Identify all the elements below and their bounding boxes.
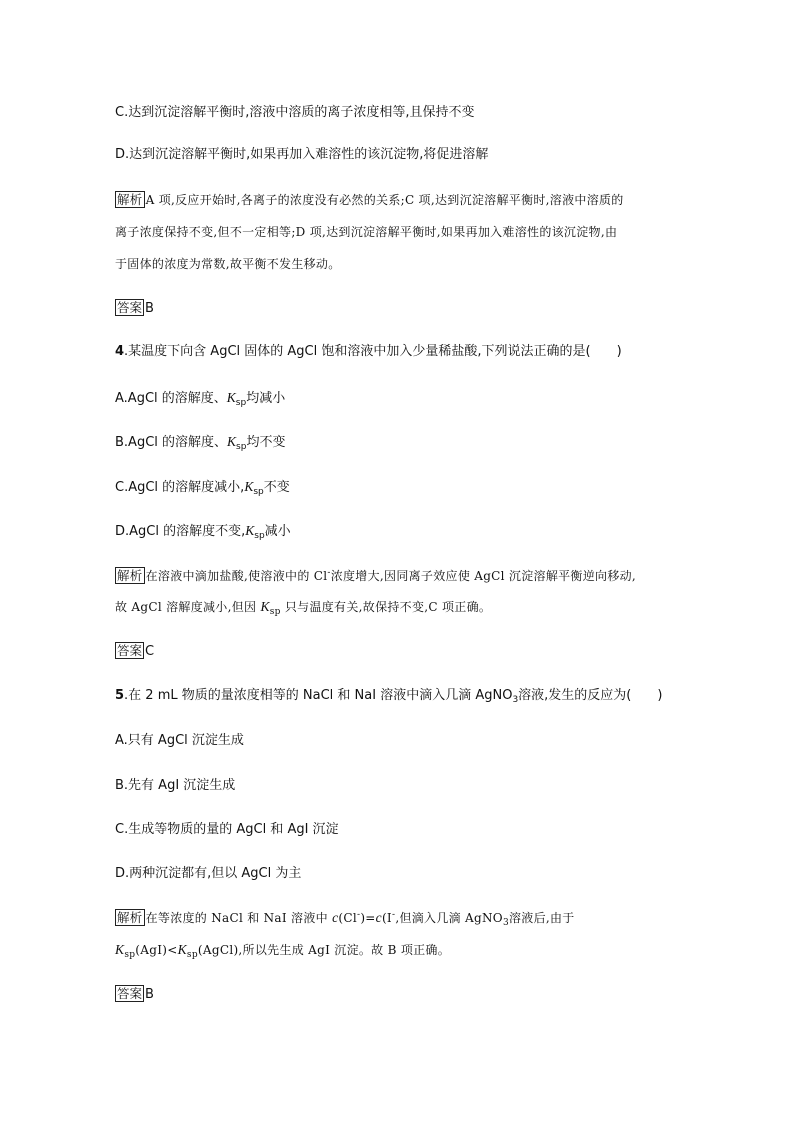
ksp-subscript: sp: [235, 398, 247, 408]
analysis-text: 浓度增大,因同离子效应使 AgCl 沉淀溶解平衡逆向移动,: [330, 569, 637, 583]
answer-value: B: [145, 301, 154, 316]
option-c: C.达到沉淀溶解平衡时,溶液中溶质的离子浓度相等,且保持不变: [115, 105, 475, 120]
analysis-tag: 解析: [117, 192, 143, 207]
question-number: 5: [115, 688, 125, 703]
subscript: 3: [502, 918, 509, 928]
option-text: 均不变: [246, 435, 286, 450]
analysis-text: 溶液后,由于: [508, 911, 575, 925]
analysis-text: 在等浓度的 NaCl 和 NaI 溶液中: [145, 911, 333, 925]
analysis-text: 故 AgCl 溶解度减小,但因: [115, 600, 261, 614]
analysis-text: (I: [381, 911, 392, 925]
question-number: 4: [115, 344, 125, 359]
concentration-symbol: c: [332, 910, 339, 925]
analysis-text: )=: [360, 911, 376, 925]
analysis-text: (AgCl),所以先生成 AgI 沉淀。故 B 项正确。: [197, 943, 451, 957]
analysis-block: [115, 191, 624, 209]
analysis-text: 离子浓度保持不变,但不一定相等;D 项,达到沉淀溶解平衡时,如果再加入难溶性的该沉淀物,由: [115, 225, 618, 239]
analysis-text: A 项,反应开始时,各离子的浓度没有必然的关系;C 项,达到沉淀溶解平衡时,溶液中溶质的: [145, 193, 624, 207]
analysis-text: 只与温度有关,故保持不变,C 项正确。: [280, 600, 492, 614]
analysis-text: (AgI)<: [135, 943, 178, 957]
ksp-symbol: K: [260, 599, 270, 614]
superscript: -: [356, 910, 361, 920]
option-text: C.AgCl 的溶解度减小,: [115, 480, 245, 495]
ksp-symbol: K: [177, 942, 187, 957]
ksp-subscript: sp: [254, 531, 265, 541]
ksp-symbol: K: [245, 523, 255, 538]
question-4-stem: [115, 343, 622, 361]
option-b: B.先有 AgI 沉淀生成: [115, 778, 236, 793]
answer-block: [115, 299, 154, 318]
answer-tag: 答案: [117, 643, 143, 658]
option-d: D.两种沉淀都有,但以 AgCl 为主: [115, 866, 302, 881]
analysis-tag: 解析: [117, 568, 143, 583]
question-text: 溶液,发生的反应为( ): [518, 688, 663, 703]
subscript: 3: [512, 695, 519, 705]
option-d: [115, 522, 291, 541]
option-text: 均减小: [246, 391, 286, 406]
ksp-symbol: K: [227, 434, 237, 449]
analysis-text: 在溶液中滴加盐酸,使溶液中的 Cl: [145, 569, 328, 583]
option-a: [115, 389, 285, 408]
concentration-symbol: c: [375, 910, 382, 925]
answer-tag: 答案: [117, 986, 143, 1001]
option-text: B.AgCl 的溶解度、: [115, 435, 228, 450]
answer-value: C: [145, 644, 155, 659]
answer-value: B: [145, 987, 154, 1002]
option-text: 不变: [263, 480, 290, 495]
option-text: A.AgCl 的溶解度、: [115, 391, 227, 406]
option-text: D.AgCl 的溶解度不变,: [115, 524, 246, 539]
option-c: C.生成等物质的量的 AgCl 和 AgI 沉淀: [115, 822, 339, 837]
ksp-subscript: sp: [236, 442, 247, 452]
option-d: D.达到沉淀溶解平衡时,如果再加入难溶性的该沉淀物,将促进溶解: [115, 147, 489, 162]
option-text: 减小: [264, 524, 291, 539]
question-text: .某温度下向含 AgCl 固体的 AgCl 饱和溶液中加入少量稀盐酸,下列说法正确的是( ): [124, 344, 622, 359]
analysis-text: [115, 598, 491, 616]
analysis-text: [115, 941, 450, 959]
analysis-text: ,但滴入几滴 AgNO: [395, 911, 503, 925]
analysis-block: [115, 909, 575, 927]
option-c: [115, 478, 290, 497]
analysis-block: [115, 567, 636, 585]
answer-block: [115, 985, 154, 1004]
superscript: -: [391, 910, 396, 920]
analysis-text: 于固体的浓度为常数,故平衡不发生移动。: [115, 257, 341, 271]
ksp-subscript: sp: [124, 950, 136, 960]
analysis-text: (Cl: [338, 911, 357, 925]
answer-tag: 答案: [117, 300, 143, 315]
ksp-symbol: K: [226, 390, 236, 405]
answer-block: [115, 642, 154, 661]
option-a: A.只有 AgCl 沉淀生成: [115, 733, 244, 748]
ksp-subscript: sp: [253, 487, 264, 497]
question-text: .在 2 mL 物质的量浓度相等的 NaCl 和 NaI 溶液中滴入几滴 AgNO: [124, 688, 513, 703]
superscript: -: [327, 568, 331, 578]
ksp-subscript: sp: [269, 607, 281, 617]
question-5-stem: [115, 687, 662, 705]
ksp-subscript: sp: [186, 950, 198, 960]
option-b: [115, 433, 285, 452]
ksp-symbol: K: [244, 479, 254, 494]
ksp-symbol: K: [115, 942, 125, 957]
analysis-tag: 解析: [117, 910, 143, 925]
